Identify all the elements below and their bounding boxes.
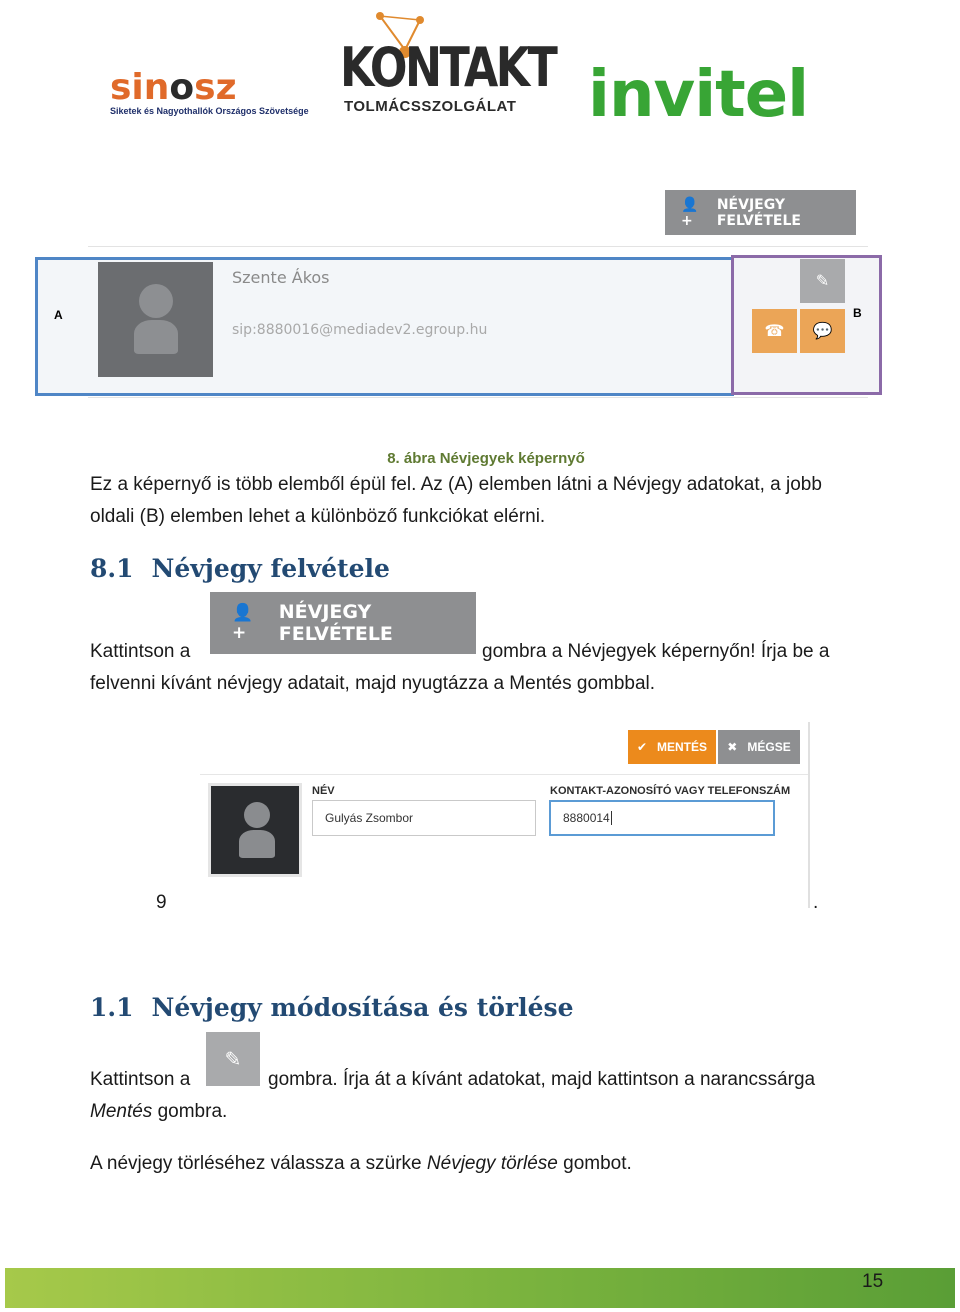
add-contact-button[interactable] [665, 190, 856, 235]
figure9-right-edge [808, 722, 810, 908]
id-field[interactable] [549, 800, 775, 836]
logo-sinosz-sep: o [169, 67, 195, 108]
avatar-icon [139, 284, 173, 318]
inline-edit-button [206, 1032, 260, 1086]
avatar-icon [244, 802, 270, 828]
intro-line-2: oldali (B) elemben lehet a különböző funkciókat elérni. [90, 506, 546, 527]
phone-icon: ☎ [764, 323, 785, 340]
name-field[interactable] [312, 800, 536, 836]
edit-button[interactable] [800, 259, 845, 303]
id-field-value: 8880014 [563, 811, 610, 825]
inline-add-contact-label: NÉVJEGY FELVÉTELE [278, 601, 393, 645]
pencil-icon: ✎ [815, 273, 830, 290]
page-number: 15 [862, 1271, 884, 1292]
close-icon: ✖ [727, 740, 738, 754]
label-b: B [853, 306, 862, 320]
cancel-button[interactable] [718, 730, 800, 764]
save-button[interactable] [628, 730, 716, 764]
logo-kontakt-subtitle: TOLMÁCSSZOLGÁLAT [344, 98, 517, 115]
inline-add-contact-button [210, 592, 476, 654]
add-user-icon: 👤+ [232, 603, 254, 643]
chat-icon: 💬 [812, 323, 833, 340]
figure-8-caption: 8. ábra Névjegyek képernyő [387, 450, 585, 467]
section-heading-edit [90, 993, 574, 1022]
add-contact-button-label: NÉVJEGY FELVÉTELE [716, 196, 801, 229]
section-heading-add [90, 554, 390, 583]
logo-sinosz-subtitle: Siketek és Nagyothallók Országos Szövetsége [110, 106, 309, 116]
logo-invitel: invitel [588, 58, 809, 132]
section2-line-2 [90, 1096, 227, 1128]
section2-text-before: Kattintson a [90, 1069, 191, 1090]
save-term: Mentés [90, 1101, 153, 1122]
divider-bottom [88, 397, 868, 398]
new-contact-avatar[interactable] [208, 783, 302, 877]
figure9-divider [200, 774, 808, 775]
contact-name: Szente Ákos [232, 268, 330, 287]
footer-bar [5, 1268, 955, 1308]
chat-button[interactable] [800, 309, 845, 353]
logo-sinosz-word-b: sz [194, 67, 237, 108]
name-field-label: NÉV [312, 785, 335, 797]
section-number: 1.1 [90, 993, 134, 1022]
save-button-label: MENTÉS [657, 740, 708, 754]
add-user-icon: 👤+ [681, 196, 699, 229]
check-icon: ✔ [636, 740, 648, 754]
avatar-body [134, 320, 178, 354]
section-title: Névjegy felvétele [151, 554, 390, 583]
section2-line-3 [90, 1148, 632, 1180]
section2-line-3-a: A névjegy törléséhez válassza a szürke [90, 1153, 427, 1174]
name-field-value: Gulyás Zsombor [325, 811, 414, 825]
figure-9-caption-right: . [813, 892, 819, 913]
logo-kontakt-word: KONTAKT [340, 36, 556, 99]
figure-9-caption-left: 9 [156, 892, 167, 913]
logo-sinosz [110, 68, 310, 116]
section-title: Névjegy módosítása és törlése [151, 993, 574, 1022]
label-a: A [54, 308, 63, 322]
divider-top [88, 246, 868, 247]
section1-line-2: felvenni kívánt névjegy adatait, majd nyugtázza a Mentés gombbal. [90, 673, 656, 694]
section2-text-after: gombra. Írja át a kívánt adatokat, majd kattintson a narancssárga [268, 1069, 816, 1090]
avatar-body [239, 830, 275, 858]
pencil-icon: ✎ [224, 1048, 242, 1071]
cancel-button-label: MÉGSE [747, 740, 791, 754]
section1-text-before: Kattintson a [90, 641, 191, 662]
contact-sip: sip:8880016@mediadev2.egroup.hu [232, 322, 488, 338]
section-number: 8.1 [90, 554, 134, 583]
intro-line-1: Ez a képernyő is több elemből épül fel. Az (A) elemben látni a Névjegy adatokat, a jobb [90, 474, 822, 495]
logo-sinosz-word-a: sin [110, 67, 170, 108]
delete-term: Névjegy törlése [426, 1153, 558, 1174]
section2-line-2-rest: gombra. [152, 1101, 228, 1122]
section2-line-3-b: gombot. [557, 1153, 632, 1174]
text-cursor [611, 811, 612, 825]
logo-kontakt [340, 8, 556, 118]
contact-avatar[interactable] [98, 262, 213, 377]
call-button[interactable] [752, 309, 797, 353]
section1-text-after: gombra a Névjegyek képernyőn! Írja be a [482, 641, 830, 662]
id-field-label: KONTAKT-AZONOSÍTÓ VAGY TELEFONSZÁM [550, 785, 791, 797]
